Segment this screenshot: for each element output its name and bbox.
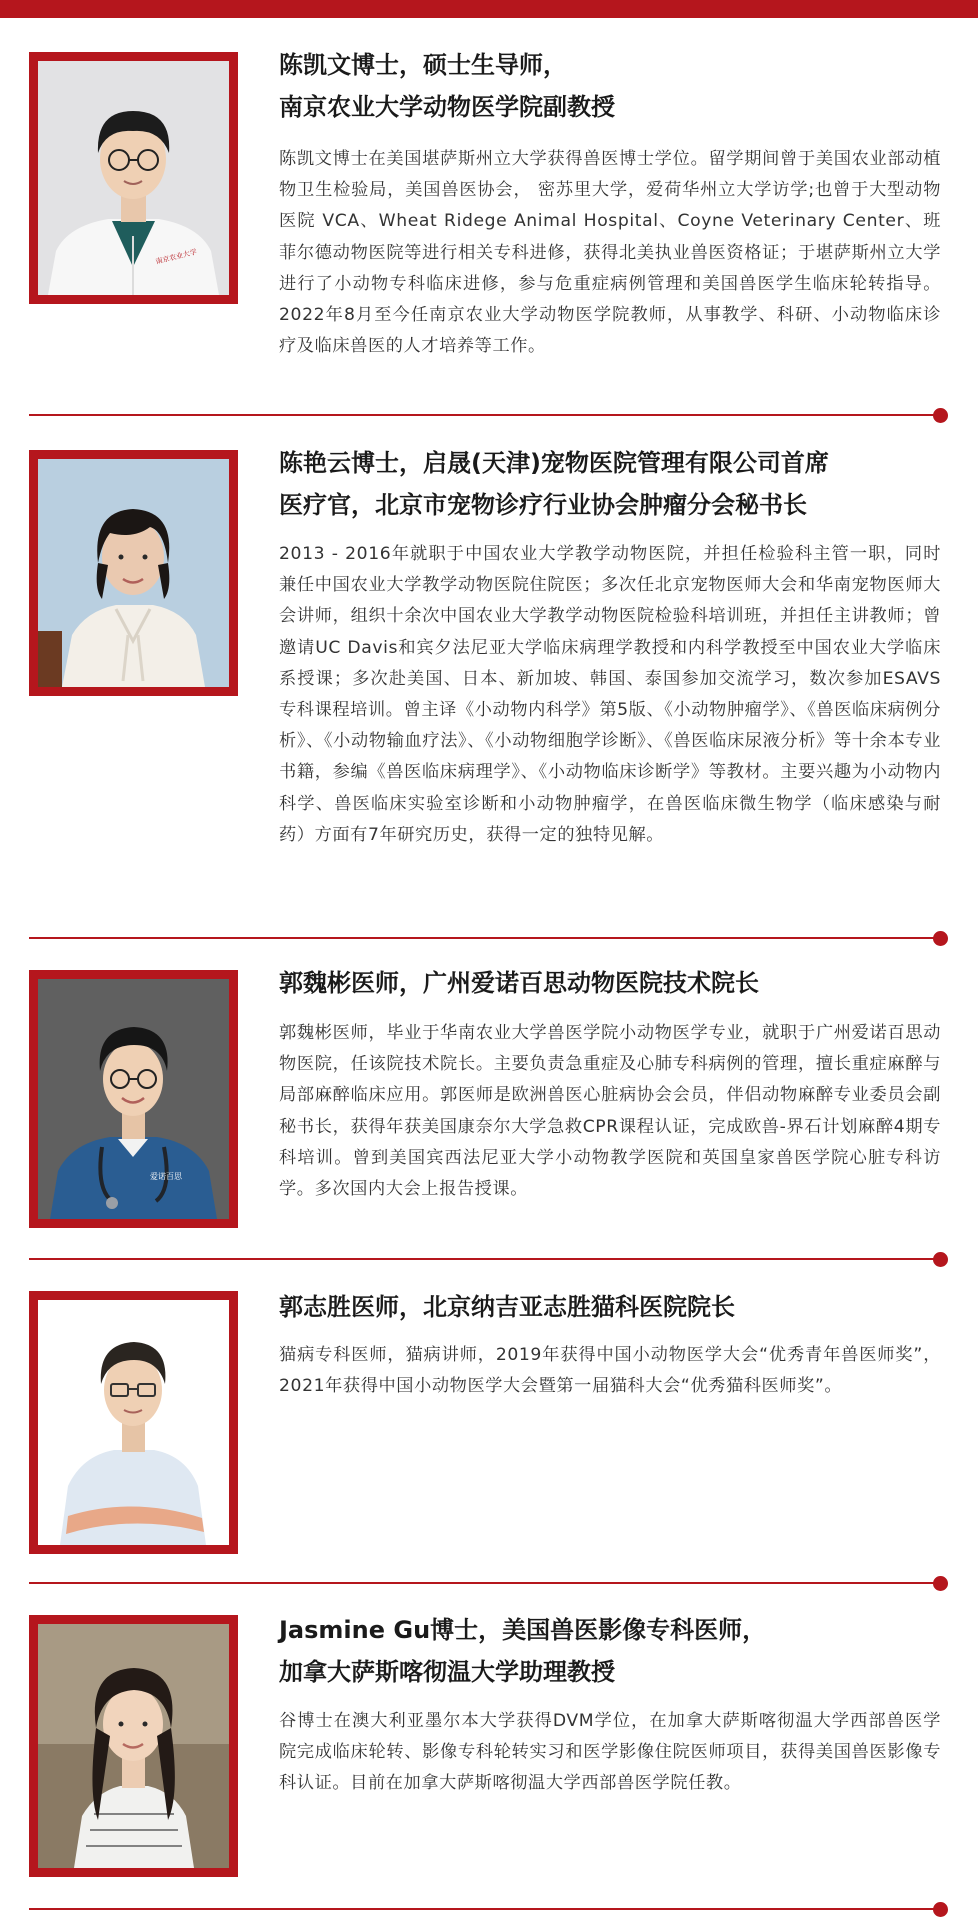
profile-title: [279, 1609, 949, 1693]
title-line: 郭魏彬医师，广州爱诺百思动物医院技术院长: [279, 969, 759, 997]
profile-bio: 猫病专科医师，猫病讲师，2019年获得中国小动物医学大会“优秀青年兽医师奖”，2021年获得中国小动物医学大会暨第一届猫科大会“优秀猫科医师奖”。: [279, 1345, 941, 1397]
photo-scrubs-badge: 爱诺百思: [150, 1172, 182, 1181]
title-line: 医疗官，北京市宠物诊疗行业协会肿瘤分会秘书长: [279, 491, 807, 519]
portrait-jasmine-gu: [29, 1615, 238, 1877]
profile-bio: 2013 - 2016年就职于中国农业大学教学动物医院，并担任检验科主管一职，同时兼任中国农业大学教学动物医院住院医；多次任北京宠物医师大会和华南宠物医师大会讲师，组织十余次中国农业大学教学动物医院检验科培训班，并担任主讲教师；曾邀请UC Davis和宾夕法尼亚大学临床病理学教授和内科学教授至中国农业大学临床系授课；多次赴美国、日本、新加坡、韩国、泰国参加交流学习，数次参加ESAVS专科课程培训。曾主译《小动物内科学》第5版、《小动物肿瘤学》、《兽医临床病例分析》、《小动物输血疗法》、《小动物细胞学诊断》、《兽医临床尿液分析》等十余本专业书籍，参编《兽医临床病理学》、《小动物临床诊断学》等教材。主要兴趣为小动物内科学、兽医临床实验室诊断和小动物肿瘤学，在兽医临床微生物学（临床感染与耐药）方面有7年研究历史，获得一定的独特见解。: [279, 544, 941, 845]
divider-dot: [933, 931, 948, 946]
portrait-guo-zhisheng: [29, 1291, 238, 1554]
title-line: 郭志胜医师，北京纳吉亚志胜猫科医院院长: [279, 1293, 735, 1321]
portrait-guo-weibin: [29, 970, 238, 1228]
divider-dot: [933, 1576, 948, 1591]
title-line: 陈艳云博士，启晟(天津)宠物医院管理有限公司首席: [279, 449, 829, 477]
profile-title: [279, 962, 949, 1004]
profile-title: [279, 1286, 949, 1328]
section-divider: [29, 1908, 944, 1910]
divider-dot: [933, 1252, 948, 1267]
section-divider: [29, 1582, 944, 1584]
profile-title: [279, 442, 949, 526]
top-accent-bar: [0, 0, 978, 18]
section-divider: [29, 1258, 944, 1260]
section-divider: [29, 937, 944, 939]
portrait-chen-kaiwen: [29, 52, 238, 304]
photo-coat-badge: 南京农业大学: [154, 247, 198, 266]
profile-bio: 谷博士在澳大利亚墨尔本大学获得DVM学位，在加拿大萨斯喀彻温大学西部兽医学院完成临床轮转、影像专科轮转实习和医学影像住院医师项目，获得美国兽医影像专科认证。目前在加拿大萨斯喀彻温大学西部兽医学院任教。: [279, 1711, 941, 1794]
section-divider: [29, 414, 944, 416]
title-line: 加拿大萨斯喀彻温大学助理教授: [279, 1658, 615, 1686]
profile-bio: 郭魏彬医师，毕业于华南农业大学兽医学院小动物医学专业，就职于广州爱诺百思动物医院，任该院技术院长。主要负责急重症及心肺专科病例的管理，擅长重症麻醉与局部麻醉临床应用。郭医师是欧洲兽医心脏病协会会员，伴侣动物麻醉专业委员会副秘书长，获得年获美国康奈尔大学急救CPR课程认证，完成欧兽-界石计划麻醉4期专科培训。曾到美国宾西法尼亚大学小动物教学医院和英国皇家兽医学院心脏专科访学。多次国内大会上报告授课。: [279, 1023, 941, 1200]
divider-dot: [933, 408, 948, 423]
title-line: Jasmine Gu博士，美国兽医影像专科医师，: [279, 1616, 767, 1644]
title-line: 南京农业大学动物医学院副教授: [279, 93, 615, 121]
title-line: 陈凯文博士，硕士生导师，: [279, 51, 567, 79]
divider-dot: [933, 1902, 948, 1917]
profile-bio: 陈凯文博士在美国堪萨斯州立大学获得兽医博士学位。留学期间曾于美国农业部动植物卫生检验局，美国兽医协会， 密苏里大学，爱荷华州立大学访学;也曾于大型动物医院 VCA、Wheat Ridege Animal Hospital、Coyne Veterinary Center、班菲尔德动物医院等进行相关专科进修，获得北美执业兽医资格证；于堪萨斯州立大学进行了小动物专科临床进修，参与危重症病例管理和美国兽医学生临床轮转指导。2022年8月至今任南京农业大学动物医学院教师，从事教学、科研、小动物临床诊疗及临床兽医的人才培养等工作。: [279, 149, 941, 357]
profile-title: [279, 44, 949, 128]
portrait-chen-yanyun: [29, 450, 238, 696]
